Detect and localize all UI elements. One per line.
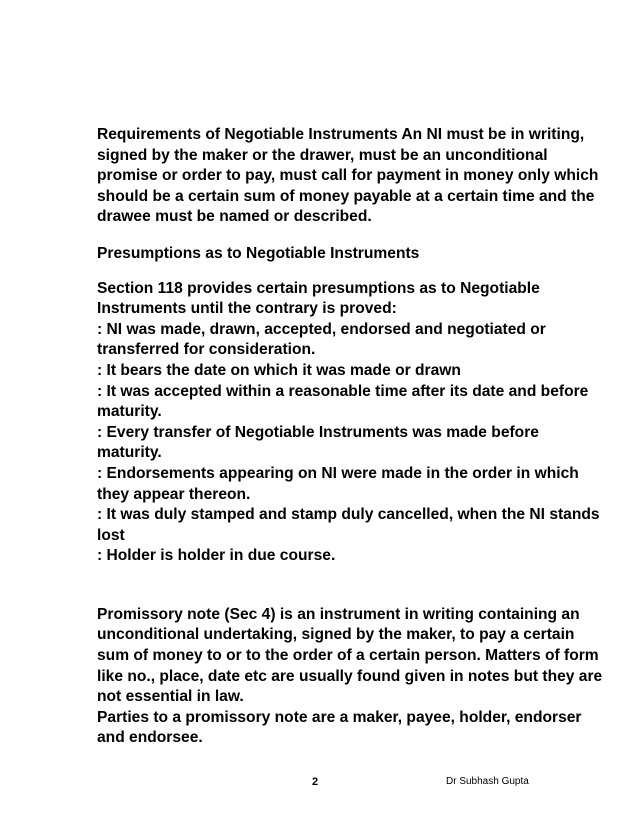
section-118-intro: Section 118 provides certain presumptions as to Negotiable Instruments until the contrary is proved: xyxy=(97,279,540,318)
promissory-parties-paragraph: Parties to a promissory note are a maker, payee, holder, endorser and endorsee. xyxy=(97,708,582,747)
presumption-item: : It was duly stamped and stamp duly cancelled, when the NI stands lost xyxy=(97,506,600,544)
spacer xyxy=(97,567,607,605)
requirements-paragraph: Requirements of Negotiable Instruments An NI must be in writing, signed by the maker or the drawer, must be an unconditional promise or order to pay, must call for payment in money only which should be a certain sum of money payable at a certain time and the drawee must be named or described. xyxy=(97,126,599,226)
presumptions-heading: Presumptions as to Negotiable Instruments xyxy=(97,244,420,262)
spacer xyxy=(97,228,607,244)
presumption-item: : NI was made, drawn, accepted, endorsed and negotiated or transferred for consideration. xyxy=(97,320,546,359)
presumption-item: : It bears the date on which it was made or drawn xyxy=(97,361,461,379)
presumption-item: : It was accepted within a reasonable time after its date and before maturity. xyxy=(97,382,589,421)
presumption-item: : Every transfer of Negotiable Instruments was made before maturity. xyxy=(97,423,539,462)
spacer xyxy=(97,265,607,279)
footer-author: Dr Subhash Gupta xyxy=(446,776,529,787)
presumption-item: : Holder is holder in due course. xyxy=(97,547,336,565)
document-body xyxy=(97,125,607,749)
promissory-note-paragraph: Promissory note (Sec 4) is an instrument in writing containing an unconditional undertaking, signed by the maker, to pay a certain sum of money to or to the order of a certain person. Matters of form like no., place, date etc are usually found given in notes but they are not essential in law. xyxy=(97,605,603,706)
presumption-item: : Endorsements appearing on NI were made in the order in which they appear thereon. xyxy=(97,464,579,503)
page-number: 2 xyxy=(312,776,319,788)
